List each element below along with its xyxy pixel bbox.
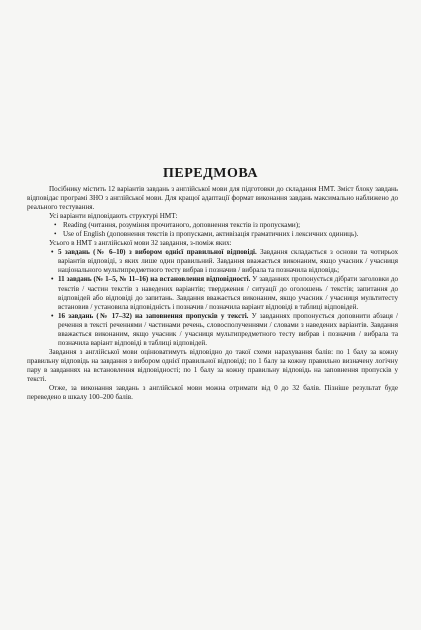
task-group-gap-fill bbox=[27, 312, 398, 348]
bullet-icon: • bbox=[54, 230, 57, 239]
document-body bbox=[27, 185, 398, 402]
count-intro: Усього в НМТ з англійської мови 32 завдання, з-поміж яких: bbox=[49, 239, 232, 248]
task-group-matching bbox=[27, 275, 398, 311]
bullet-icon: • bbox=[54, 221, 57, 230]
structure-item-text: Use of English (доповнення текстів із пропусками, активізація граматичних і лексичних одиниць). bbox=[63, 230, 359, 239]
task-group-text: Завдання складається з основи та чотирьох варіантів відповіді, з яких лише один правильний. Завдання вважається виконаним, якщо учасник / учасниця національного мультипредметного тесту вибрав і позначив / вибрала та позначила відповідь; bbox=[58, 248, 398, 275]
task-group-choice bbox=[27, 248, 398, 275]
structure-item-use-of-english bbox=[27, 230, 398, 239]
structure-intro: Усі варіанти відповідають структурі НМТ: bbox=[49, 212, 178, 221]
task-group-heading: 5 завдань (№ 6–10) з вибором однієї правильної відповіді. bbox=[58, 248, 257, 257]
task-group-text: У завданнях пропонується доповнити абзаця / речення в тексті реченнями / частинами речень, словосполученнями / словами з наведених варіантів. Завдання вважається виконаним, якщо учасник / учасниця мультипредметного тесту вибрав і позначив / вибрала та позначила варіант відповіді в таблиці відповідей. bbox=[58, 311, 398, 347]
task-group-text: У завданнях пропонується дібрати заголовки до текстів / частин текстів з наведених варіантів; твердження / ситуації до оголошень / текстів; запитання до відповідей або відповіді до запитань. Завдання вважається виконаним, якщо учасник / учасниця мультитесту встановив / установила відповідність і позначив / позначила варіант відповіді в таблиці відповідей. bbox=[58, 275, 398, 311]
structure-item-text: Reading (читання, розуміння прочитаного, доповнення текстів із пропусками); bbox=[63, 221, 301, 230]
bullet-icon: • bbox=[51, 311, 54, 320]
scoring-paragraph: Завдання з англійської мови оцінюватимуть відповідно до такої схеми нарахування балів: по 1 балу за кожну правильну відповідь на завдання з вибором однієї правильної відповіді; по 1 балу за кожну правильно визначену логічну пару в завданнях на встановлення відповідності; по 1 балу за кожну правильну відповідь на заповнення пропусків у тексті. bbox=[27, 347, 398, 383]
page-title: ПЕРЕДМОВА bbox=[163, 166, 258, 181]
structure-item-reading bbox=[27, 221, 398, 230]
intro-paragraph: Посібнику містить 12 варіантів завдань з англійської мови для підготовки до складання НМТ. Зміст блоку завдань відповідає програмі ЗНО з англійської мови. Для кращої адаптації формат виконання завдань максимально наближено до реального тестування. bbox=[27, 185, 398, 212]
bullet-icon: • bbox=[51, 248, 54, 257]
bullet-icon: • bbox=[51, 275, 54, 284]
task-group-heading: 16 завдань (№ 17–32) на заповнення пропусків у тексті. bbox=[58, 311, 249, 320]
task-group-heading: 11 завдань (№ 1–5, № 11–16) на встановлення відповідності. bbox=[58, 275, 251, 284]
result-paragraph: Отже, за виконання завдань з англійської мови можна отримати від 0 до 32 балів. Пізніше результат буде переведено в шкалу 100–200 балів. bbox=[27, 384, 398, 402]
